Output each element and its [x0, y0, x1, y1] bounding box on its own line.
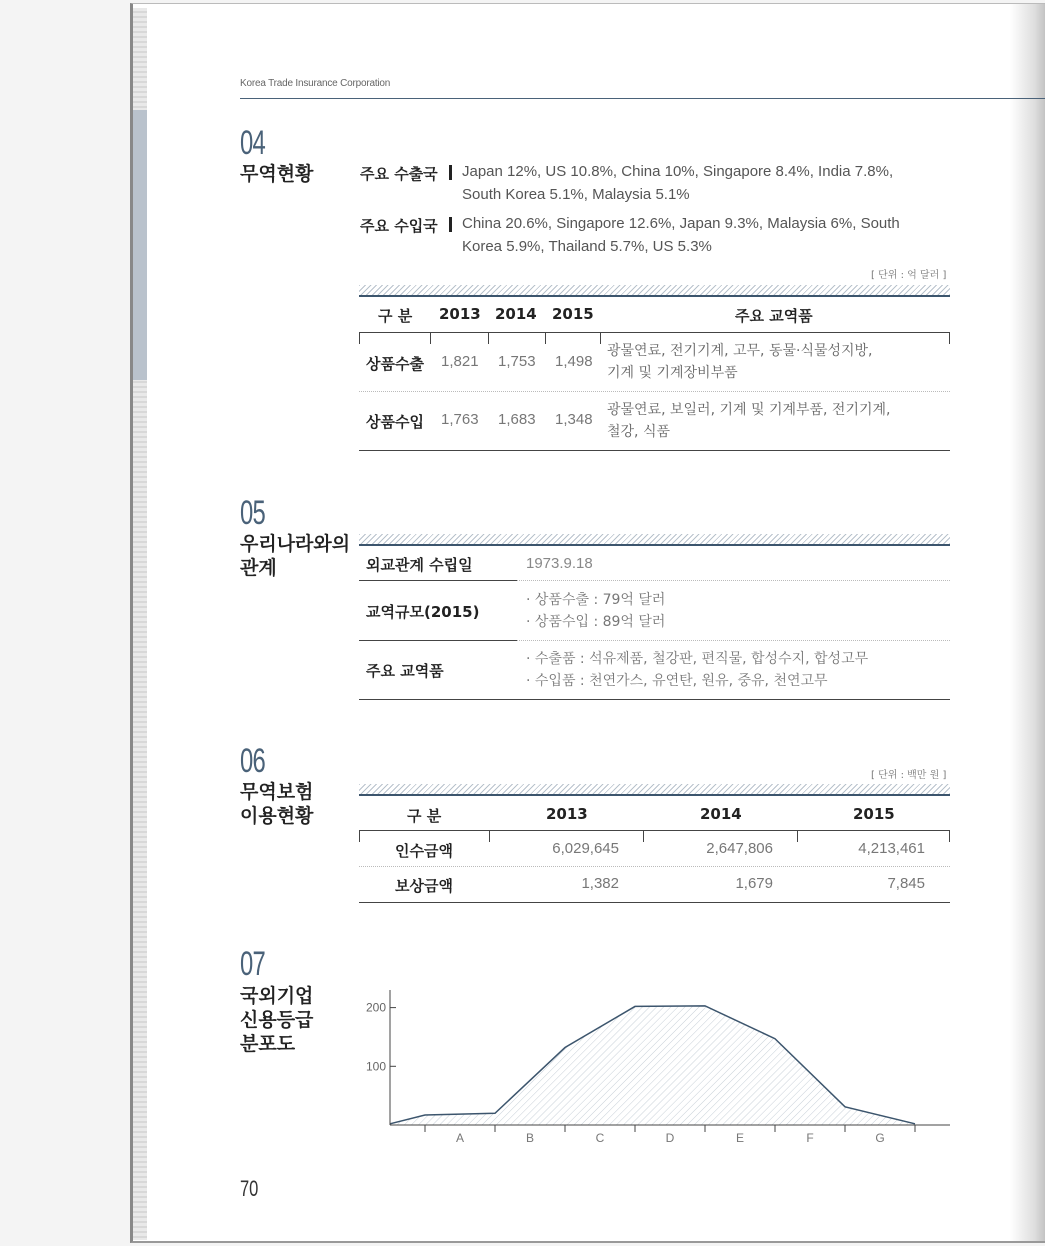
table-bottom-rule: [359, 902, 950, 903]
table-header-hatch: [359, 285, 950, 295]
col-tick: [545, 332, 546, 344]
table-bottom-rule: [359, 699, 950, 700]
goods-export-line: · 수출품 : 석유제품, 철강판, 편직물, 합성수지, 합성고무: [526, 651, 869, 667]
col-tick: [359, 332, 360, 344]
cell-export-goods: [607, 340, 873, 384]
binding-tab: [133, 110, 147, 380]
col-tick: [643, 830, 644, 842]
table-header-hatch: [359, 784, 950, 794]
export-line-1: Japan 12%, US 10.8%, China 10%, Singapore 8.4%, India 7.8%,: [462, 163, 894, 180]
ins-header-2014: 2014: [700, 805, 742, 823]
cell-export-2015: 1,498: [555, 353, 593, 370]
row-separator: [359, 866, 950, 867]
ins-underwriting-2013: 6,029,645: [552, 840, 619, 857]
section-title-relations: [240, 532, 350, 580]
ins-underwriting-2015: 4,213,461: [858, 840, 925, 857]
x-tick-label: C: [595, 1131, 605, 1145]
col-tick: [430, 332, 431, 344]
unit-label-04: [ 단위 : 억 달러 ]: [871, 270, 947, 281]
table-header-rule: [359, 794, 950, 796]
section-number-04: 04: [240, 124, 266, 162]
ins-underwriting-2014: 2,647,806: [706, 840, 773, 857]
table-header-rule: [359, 295, 950, 297]
export-countries-label: 주요 수출국: [360, 165, 438, 183]
cell-import-2014: 1,683: [498, 411, 536, 428]
import-countries-text: [462, 212, 932, 258]
area-fill: [390, 1006, 915, 1125]
ins-row-label-underwriting: 인수금액: [395, 842, 453, 860]
export-line-2: South Korea 5.1%, Malaysia 5.1%: [462, 186, 690, 203]
section-title-line-2: 관계: [240, 557, 277, 579]
section-title-line-1: 우리나라와의: [240, 533, 351, 555]
row-separator: [517, 640, 950, 641]
row-label-export: 상품수출: [366, 355, 424, 373]
running-head: Korea Trade Insurance Corporation: [240, 78, 391, 89]
section-number-06: 06: [240, 742, 266, 780]
x-tick-label: G: [875, 1131, 885, 1145]
section-number-05: 05: [240, 494, 266, 532]
goods-import-line: · 수입품 : 천연가스, 유연탄, 원유, 중유, 천연고무: [526, 673, 828, 689]
section-title-line-3: 분포도: [240, 1033, 296, 1055]
trade-volume-import: · 상품수입 : 89억 달러: [526, 614, 666, 630]
import-line-1: China 20.6%, Singapore 12.6%, Japan 9.3%, Malaysia 6%, South: [462, 215, 900, 232]
table-bottom-rule: [359, 450, 950, 451]
label-rule: [359, 580, 517, 581]
table-header-goods: 주요 교역품: [735, 307, 813, 325]
ins-header-2013: 2013: [546, 805, 588, 823]
table-divider: [359, 830, 950, 831]
section-title-trade-status: 무역현황: [240, 163, 314, 185]
y-tick-label: 200: [365, 1000, 386, 1015]
relations-value-diplomatic: 1973.9.18: [526, 555, 593, 572]
import-line-2: Korea 5.9%, Thailand 5.7%, US 5.3%: [462, 238, 712, 255]
section-title-line-2: 이용현황: [240, 805, 314, 827]
table-header-2015: 2015: [552, 305, 594, 323]
x-tick-label: B: [525, 1131, 535, 1145]
relations-label-diplomatic: 외교관계 수립일: [366, 556, 473, 574]
ins-row-label-compensation: 보상금액: [395, 877, 453, 895]
col-tick: [489, 830, 490, 842]
col-tick: [600, 332, 601, 344]
import-label-bar: [449, 217, 452, 232]
import-goods-line-1: 광물연료, 보일러, 기계 및 기계부품, 전기기계,: [607, 402, 891, 418]
credit-rating-chart: [355, 990, 955, 1150]
page-number: 70: [240, 1176, 259, 1201]
label-rule: [359, 640, 517, 641]
ins-compensation-2013: 1,382: [581, 875, 619, 892]
export-goods-line-1: 광물연료, 전기기계, 고무, 동물·식물성지방,: [607, 343, 873, 359]
x-tick-label: E: [735, 1131, 745, 1145]
table-header-2014: 2014: [495, 305, 537, 323]
section-title-line-1: 국외기업: [240, 985, 314, 1007]
row-separator: [359, 391, 950, 392]
row-separator: [517, 580, 950, 581]
header-rule: [240, 98, 1045, 99]
cell-import-2015: 1,348: [555, 411, 593, 428]
trade-volume-export: · 상품수출 : 79억 달러: [526, 592, 666, 608]
section-title-line-2: 신용등급: [240, 1009, 314, 1031]
cell-export-2014: 1,753: [498, 353, 536, 370]
relations-value-trade-volume: [526, 589, 665, 633]
cell-import-goods: [607, 399, 890, 443]
export-label-bar: [449, 165, 452, 180]
x-tick-label: A: [455, 1131, 465, 1145]
cell-export-2013: 1,821: [441, 353, 479, 370]
section-title-insurance: [240, 780, 313, 828]
export-countries-text: [462, 160, 932, 206]
table-header-category: 구 분: [378, 307, 413, 325]
page-fold-shadow: [1010, 4, 1045, 1241]
x-tick-label: D: [665, 1131, 675, 1145]
table-divider: [359, 332, 950, 333]
table-header-hatch: [359, 534, 950, 544]
x-tick-label: F: [806, 1131, 814, 1145]
ins-compensation-2014: 1,679: [735, 875, 773, 892]
ins-header-category: 구 분: [407, 807, 442, 825]
y-tick-label: 100: [365, 1059, 386, 1074]
import-goods-line-2: 철강, 식품: [607, 424, 670, 440]
col-tick: [949, 830, 950, 842]
col-tick: [949, 332, 950, 344]
section-title-credit-distribution: [240, 984, 313, 1056]
import-countries-label: 주요 수입국: [360, 217, 438, 235]
row-label-import: 상품수입: [366, 413, 424, 431]
relations-label-goods: 주요 교역품: [366, 662, 444, 680]
section-title-line-1: 무역보험: [240, 781, 314, 803]
relations-label-trade-volume: 교역규모(2015): [366, 603, 480, 621]
col-tick: [488, 332, 489, 344]
export-goods-line-2: 기계 및 기계장비부품: [607, 365, 738, 381]
ins-compensation-2015: 7,845: [887, 875, 925, 892]
ins-header-2015: 2015: [853, 805, 895, 823]
unit-label-06: [ 단위 : 백만 원 ]: [871, 770, 947, 781]
cell-import-2013: 1,763: [441, 411, 479, 428]
section-number-07: 07: [240, 945, 266, 983]
col-tick: [359, 830, 360, 842]
table-header-rule: [359, 544, 950, 546]
col-tick: [797, 830, 798, 842]
relations-value-goods: [526, 648, 868, 692]
table-header-2013: 2013: [439, 305, 481, 323]
